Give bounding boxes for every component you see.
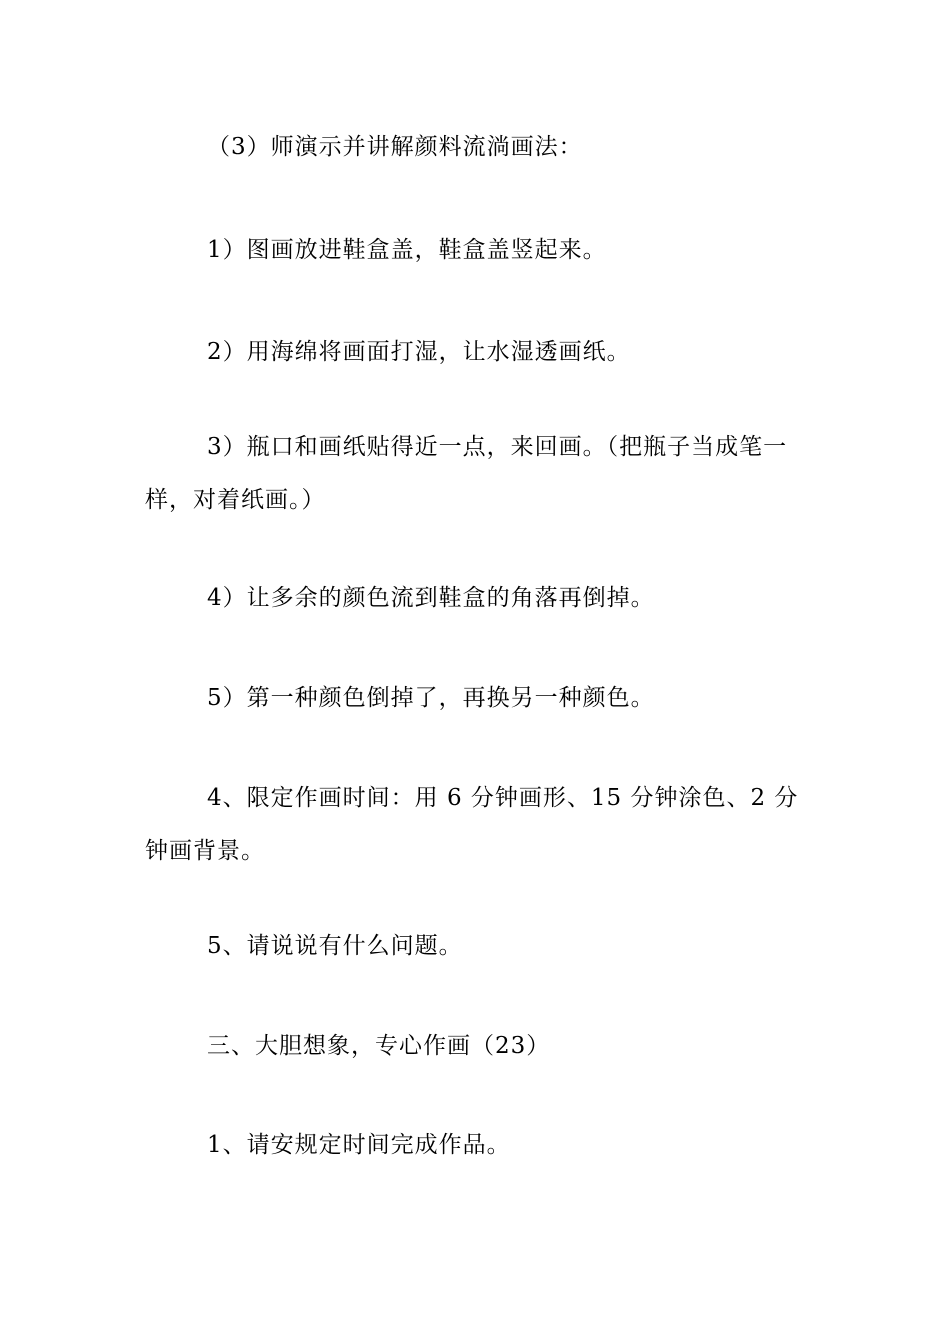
- paragraph-questions: 5、请说说有什么问题。: [207, 933, 463, 959]
- paragraph-step-5: 5）第一种颜色倒掉了，再换另一种颜色。: [207, 685, 655, 711]
- paragraph-complete-work: 1、请安规定时间完成作品。: [207, 1132, 511, 1158]
- paragraph-step-4: 4）让多余的颜色流到鞋盒的角落再倒掉。: [207, 585, 655, 611]
- paragraph-step-1: 1）图画放进鞋盒盖，鞋盒盖竖起来。: [207, 237, 607, 263]
- paragraph-step-2: 2）用海绵将画面打湿，让水湿透画纸。: [207, 339, 631, 365]
- paragraph-time-limit: 4、限定作画时间：用 6 分钟画形、15 分钟涂色、2 分钟画背景。: [145, 785, 799, 864]
- section-heading-three: 三、大胆想象，专心作画（23）: [207, 1033, 551, 1059]
- paragraph-teacher-demo-heading: （3）师演示并讲解颜料流淌画法：: [207, 134, 583, 160]
- paragraph-step-3: 3）瓶口和画纸贴得近一点，来回画。（把瓶子当成笔一样，对着纸画。）: [145, 434, 788, 513]
